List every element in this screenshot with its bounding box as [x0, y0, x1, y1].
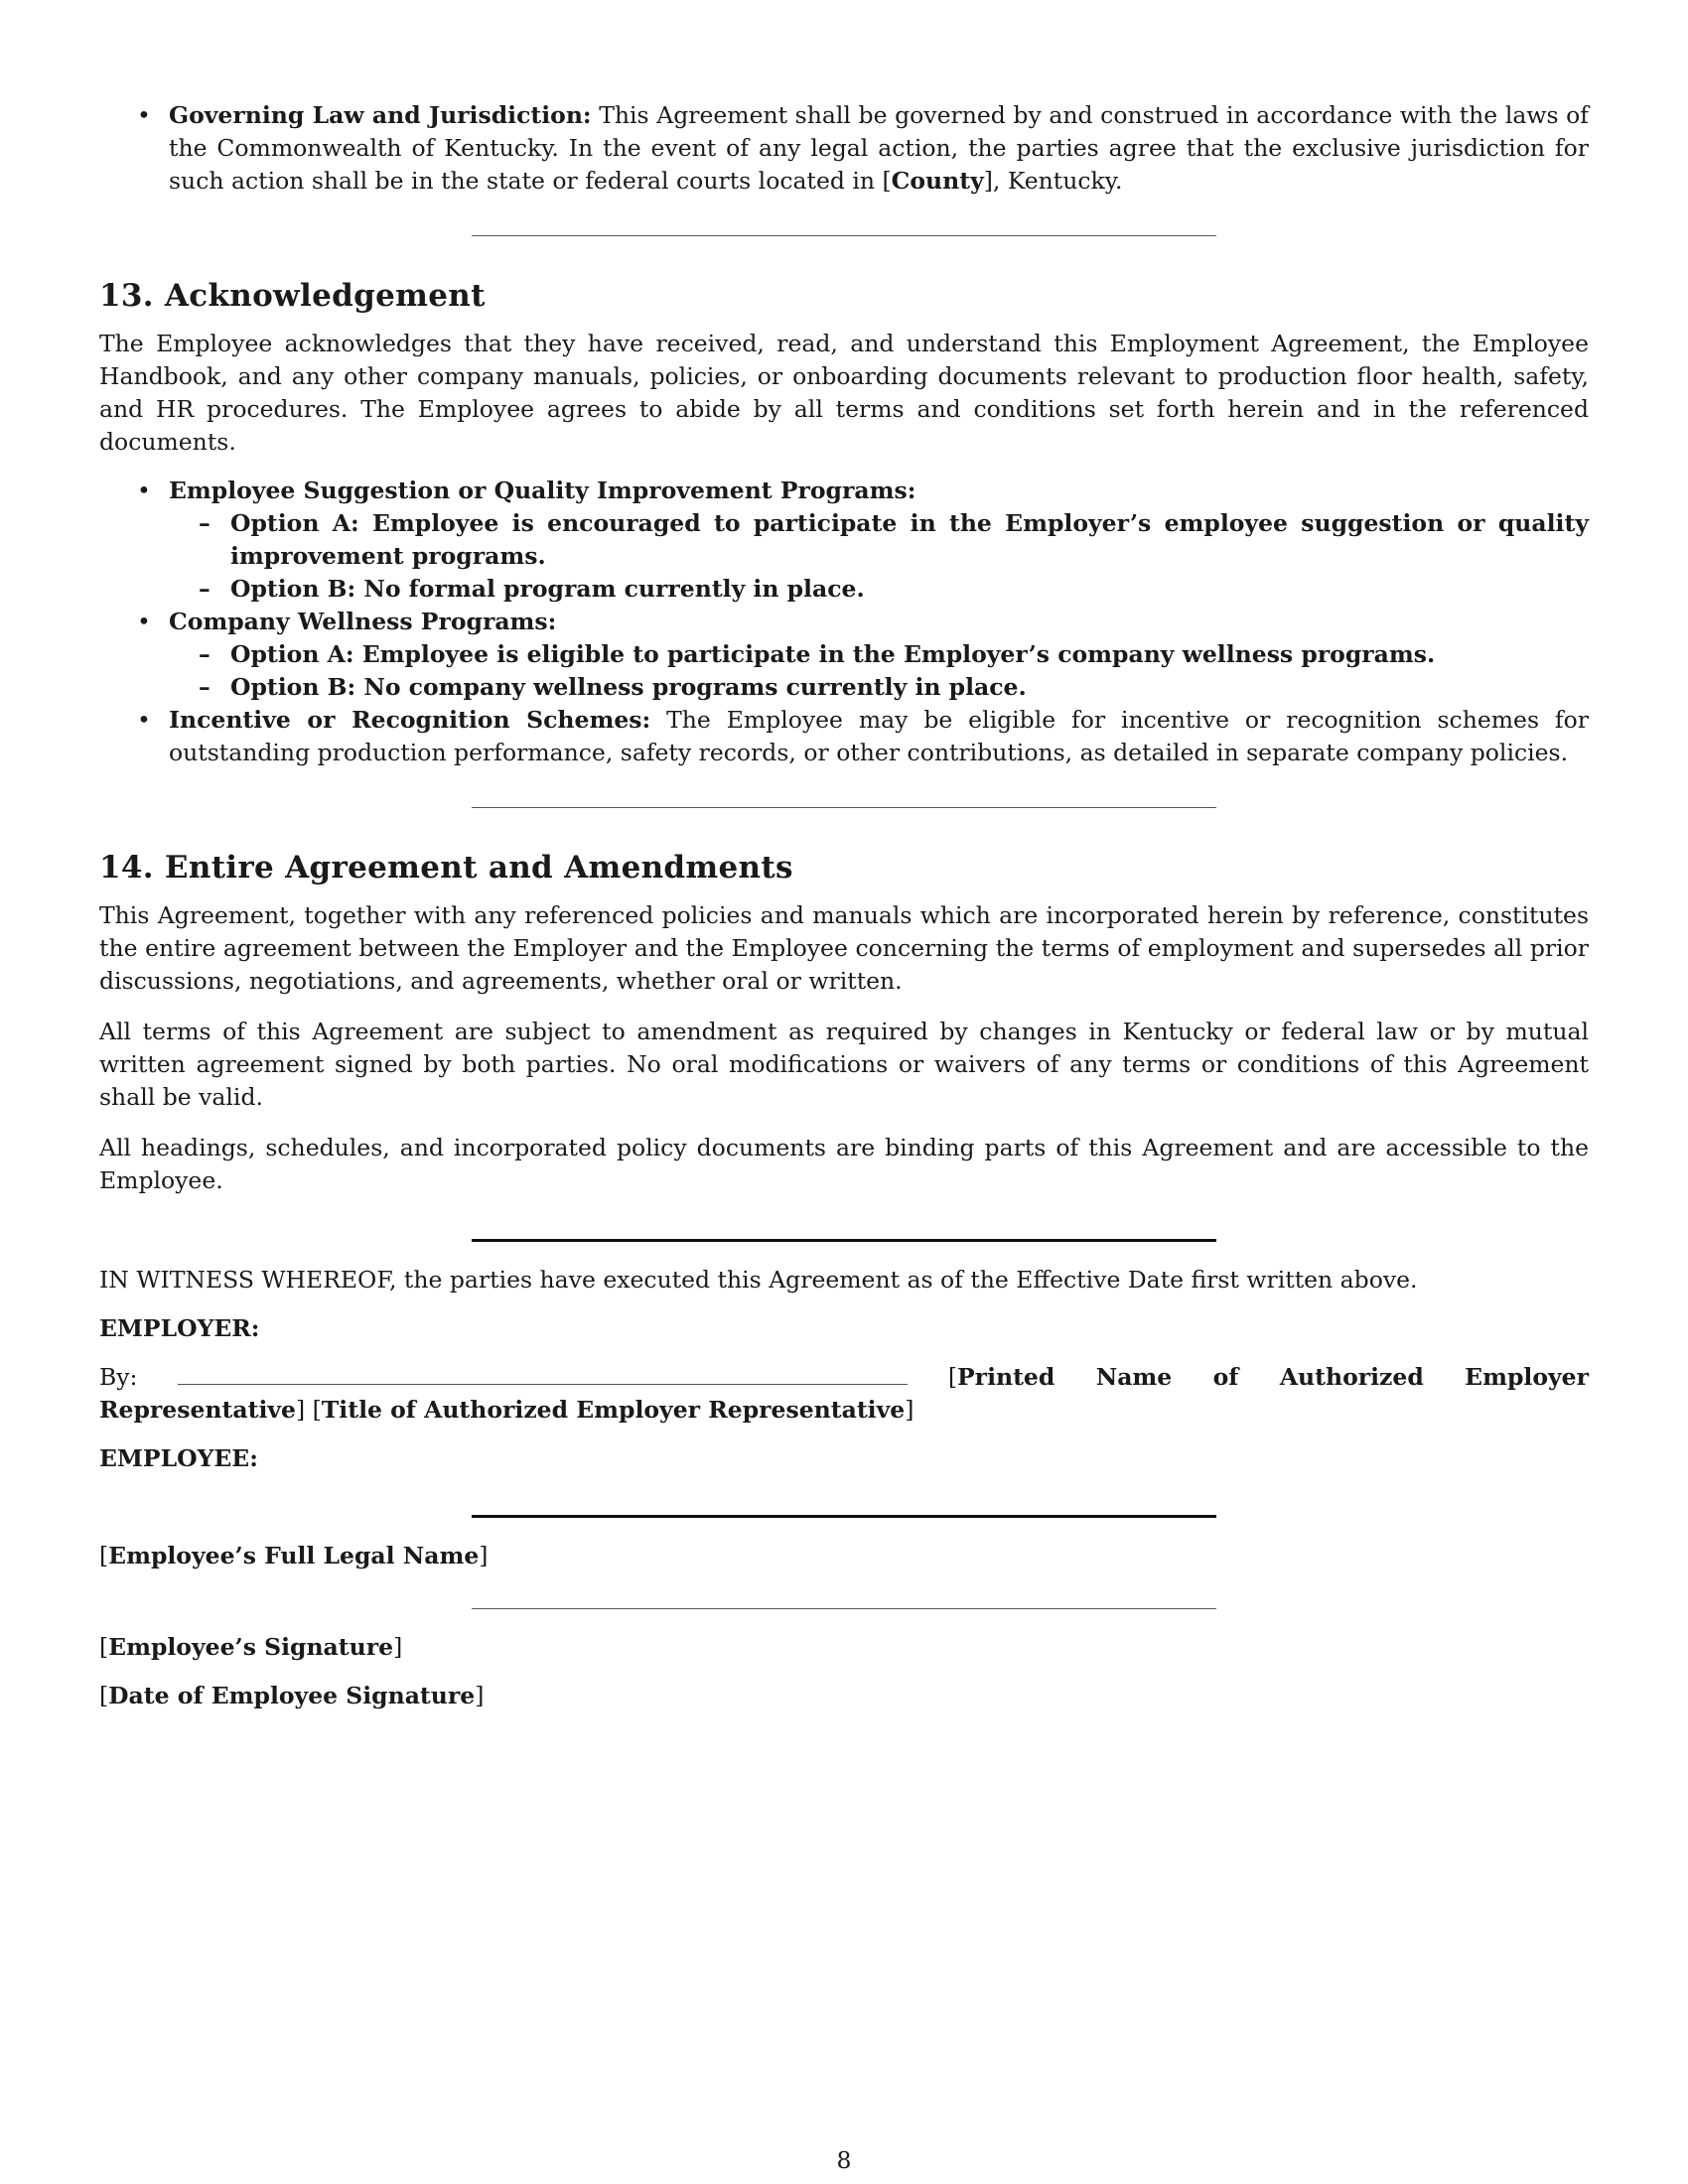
- employee-date-placeholder: [Date of Employee Signature]: [99, 1682, 485, 1709]
- employee-signature-placeholder: [Employee’s Signature]: [99, 1633, 403, 1661]
- governing-law-text: This Agreement shall be governed by and construed in accordance with the laws of the Commonwealth of Kentucky. In the event of any legal action, the parties agree that the exclusive jurisdiction for such action shall be in the state or federal courts located in [: [169, 101, 1589, 195]
- program-title: Employee Suggestion or Quality Improvement Programs:: [169, 477, 916, 504]
- governing-law-title: Governing Law and Jurisdiction:: [169, 101, 592, 129]
- governing-law-text-end: ], Kentucky.: [983, 167, 1123, 195]
- section-14-heading: 14. Entire Agreement and Amendments: [99, 850, 793, 886]
- section-13-paragraph: The Employee acknowledges that they have received, read, and understand this Employment Agreement, the Employee Handbook, and any other company manuals, policies, or onboarding documents relevant to production floor health, safety, and HR procedures. The Employee agrees to abide by all terms and conditions set forth herein and in the referenced documents.: [99, 330, 1589, 456]
- option-item: – Option B: No formal program currently in place.: [169, 573, 1589, 606]
- page-number: 8: [836, 2146, 852, 2174]
- employee-name-placeholder: [Employee’s Full Legal Name]: [99, 1542, 489, 1570]
- section-divider: [472, 807, 1216, 808]
- county-placeholder: County: [891, 167, 984, 195]
- by-label: By:: [99, 1363, 138, 1391]
- section-14-paragraph: All terms of this Agreement are subject to amendment as required by changes in Kentucky or federal law or by mutual written agreement signed by both parties. No oral modifications or waivers of any terms or conditions of this Agreement shall be valid.: [99, 1018, 1589, 1111]
- section-13-list: [99, 475, 1589, 769]
- option-item: – Option A: Employee is eligible to participate in the Employer’s company wellness programs.: [169, 638, 1589, 671]
- employee-label: EMPLOYEE:: [99, 1444, 258, 1472]
- witness-statement: IN WITNESS WHEREOF, the parties have executed this Agreement as of the Effective Date first written above.: [99, 1266, 1418, 1294]
- employee-signature-line[interactable]: [472, 1608, 1216, 1609]
- option-item: – Option A: Employee is encouraged to participate in the Employer’s employee suggestion or quality improvement programs.: [169, 507, 1589, 573]
- option-list: [99, 507, 1589, 606]
- section-divider: [472, 1239, 1216, 1242]
- employee-name: Employee’s Full Legal Name: [108, 1542, 480, 1570]
- incentive-title: Incentive or Recognition Schemes:: [169, 706, 651, 734]
- section-14-paragraph: All headings, schedules, and incorporated policy documents are binding parts of this Agreement and are accessible to the Employee.: [99, 1134, 1589, 1194]
- employer-rep-name: Printed Name of Authorized Employer Representative: [99, 1363, 1589, 1424]
- section-13-heading: 13. Acknowledgement: [99, 278, 486, 314]
- list-item: [99, 704, 1589, 769]
- employee-signature: Employee’s Signature: [108, 1633, 394, 1661]
- employee-date: Date of Employee Signature: [108, 1682, 476, 1709]
- employer-label: EMPLOYER:: [99, 1314, 260, 1342]
- list-item: [99, 606, 1589, 704]
- option-item: – Option B: No company wellness programs currently in place.: [169, 671, 1589, 704]
- section-14-paragraph: This Agreement, together with any referenced policies and manuals which are incorporated herein by reference, constitutes the entire agreement between the Employer and the Employee concerning the terms of employment and supersedes all prior discussions, negotiations, and agreements, whether oral or written.: [99, 901, 1589, 995]
- employee-name-line[interactable]: [472, 1515, 1216, 1518]
- program-title: Company Wellness Programs:: [169, 608, 557, 635]
- section-divider: [472, 235, 1216, 236]
- employer-rep-title: Title of Authorized Employer Representative: [321, 1396, 906, 1424]
- incentive-text: The Employee may be eligible for incentive or recognition schemes for outstanding production performance, safety records, or other contributions, as detailed in separate company policies.: [169, 706, 1589, 766]
- option-list: [99, 638, 1589, 704]
- document-page: [99, 99, 1589, 1712]
- list-item: [99, 475, 1589, 606]
- employer-signature-field[interactable]: [178, 1362, 908, 1385]
- governing-law-item: [99, 99, 1589, 198]
- governing-law-list: [99, 99, 1589, 198]
- employer-signature-line: By: [Printed Name of Authorized Employer Representative] [Title of Authorized Employer Representative]: [99, 1363, 1589, 1424]
